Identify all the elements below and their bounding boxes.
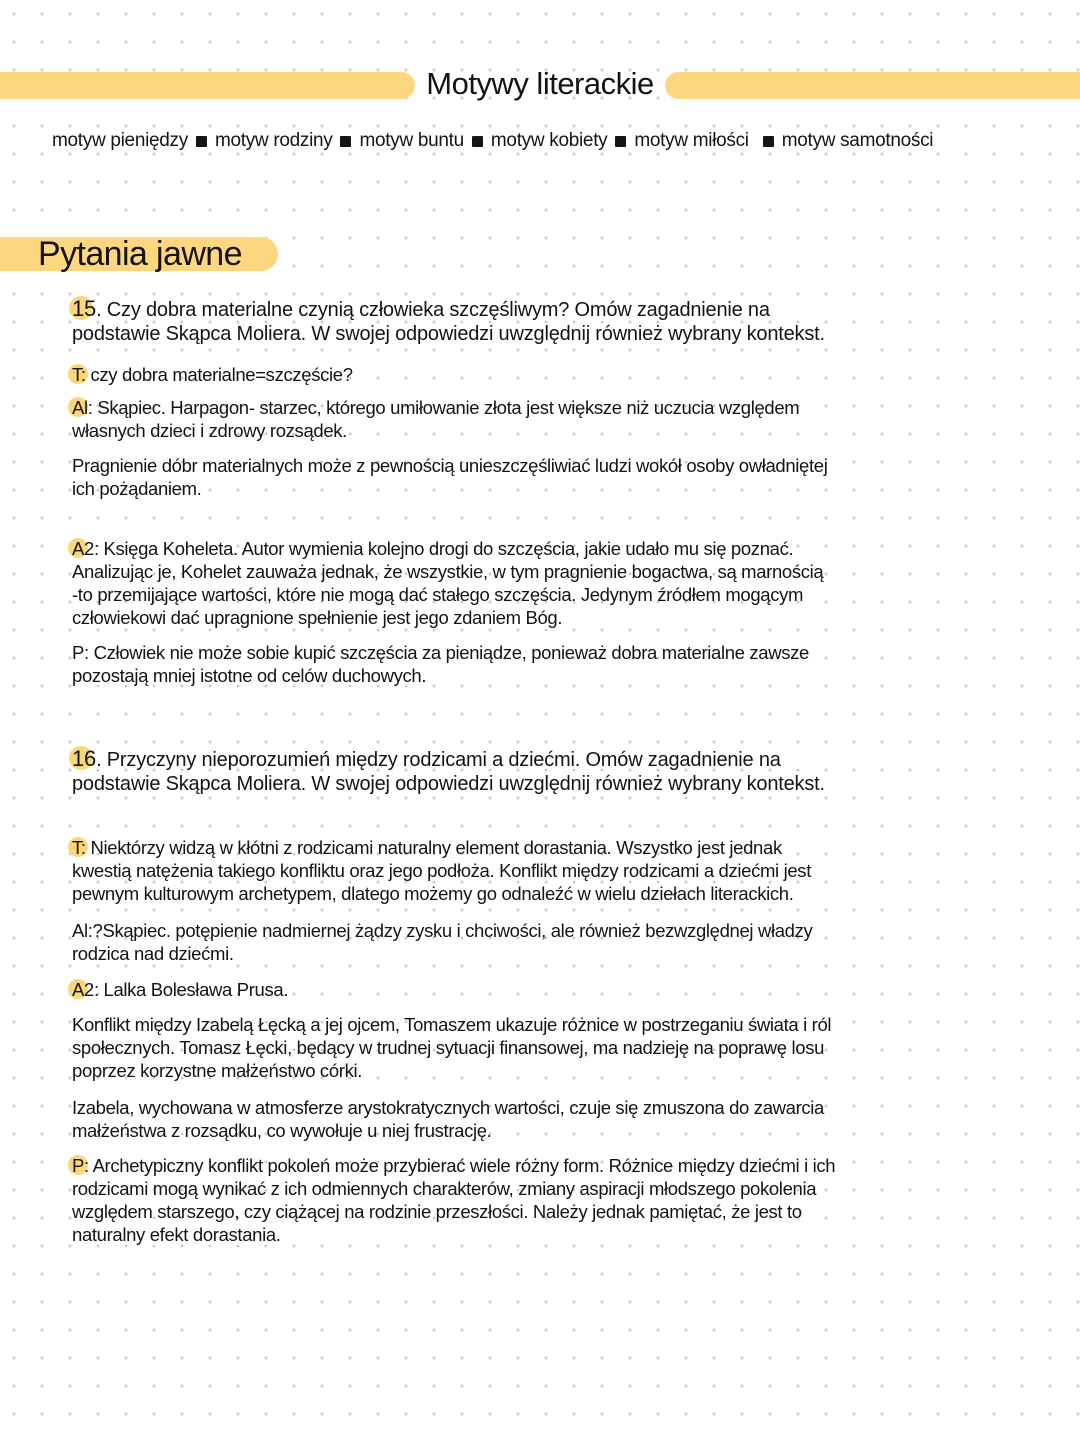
thesis-text-line: pewnym kulturowym archetypem, dlatego możemy go odnaleźć w wielu dziełach literackich. [72, 883, 794, 904]
argument-text-line: człowiekowi dać upragnione spełnienie jest jego zdaniem Bóg. [72, 607, 563, 628]
argument-text-line: -to przemijające wartości, które nie mogą dać stałego szczęścia. Jedynym źródłem mogącym [72, 584, 804, 605]
thesis-label: T: [72, 364, 86, 385]
argument-label: A2 [72, 979, 94, 1000]
square-bullet-icon [196, 136, 207, 147]
conclusion-text-line: Człowiek nie może sobie kupić szczęścia za pieniądze, ponieważ dobra materialne zawsze [93, 642, 809, 663]
argument-text-line: ich pożądaniem. [72, 478, 202, 499]
question-text-line: Czy dobra materialne czynią człowieka szczęśliwym? Omów zagadnienie na [106, 299, 770, 321]
question-15: 15. Czy dobra materialne czynią człowieka szczęśliwym? Omów zagadnienie na podstawie Skąpca Moliera. W swojej odpowiedzi uwzględnij również wybrany kontekst. [72, 297, 952, 346]
motif-item: motyw buntu [359, 130, 464, 151]
argument-text-line: własnych dzieci i zdrowy rozsądek. [72, 420, 347, 441]
title-banner-right [665, 72, 1080, 99]
thesis-text-line: Niektórzy widzą w kłótni z rodzicami naturalny element dorastania. Wszystko jest jednak [90, 837, 782, 858]
argument-label: A2 [72, 538, 94, 559]
conclusion-16 [72, 1154, 952, 1246]
question-16: 16. Przyczyny nieporozumień między rodzicami a dziećmi. Omów zagadnienie na podstawie Skąpca Moliera. W swojej odpowiedzi uwzględnij również wybrany kontekst. [72, 747, 952, 796]
thesis-text-line: kwestią natężenia takiego konfliktu oraz jego podłoża. Konflikt między rodzicami a dziećmi jest [72, 860, 811, 881]
argument-text-line: społecznych. Tomasz Łęcki, będący w trudnej sytuacji finansowej, ma nadzieję na poprawę losu [72, 1037, 825, 1058]
thesis-15 [72, 363, 952, 386]
argument-text-line: małżeństwa z rozsądku, co wywołuje u niej frustrację. [72, 1120, 492, 1141]
conclusion-text-line: naturalny efekt dorastania. [72, 1224, 281, 1245]
motif-item: motyw pieniędzy [52, 130, 188, 151]
conclusion-text-line: względem starszego, czy ciążącej na rodzinie przeszłości. Należy jednak pamiętać, że jest to [72, 1201, 802, 1222]
motif-item: motyw samotności [781, 130, 934, 151]
square-bullet-icon [472, 136, 483, 147]
argument-2-extra-1-16 [72, 1013, 952, 1082]
motif-list [52, 128, 1052, 154]
question-number: 16 [72, 746, 97, 771]
conclusion-label: P: [72, 1155, 89, 1176]
conclusion-text-line: pozostają mniej istotne od celów duchowych. [72, 665, 427, 686]
argument-text-line: poprzez korzystne małżeństwo córki. [72, 1060, 363, 1081]
page-title: Motywy literackie [426, 66, 654, 101]
argument-1-15 [72, 396, 952, 442]
question-text-line: podstawie Skąpca Moliera. W swojej odpowiedzi uwzględnij również wybrany kontekst. [72, 323, 825, 345]
square-bullet-icon [340, 136, 351, 147]
conclusion-label: P: [72, 642, 89, 663]
section-title: Pytania jawne [38, 235, 242, 273]
argument-text: : Lalka Bolesława Prusa. [93, 979, 289, 1000]
argument-text-line: Konflikt między Izabelą Łęcką a jej ojcem, Tomaszem ukazuje różnice w postrzeganiu świata i ról [72, 1014, 832, 1035]
argument-text-line: Izabela, wychowana w atmosferze arystokratycznych wartości, czuje się zmuszona do zawarcia [72, 1097, 824, 1118]
title-banner-left [0, 72, 415, 99]
motif-item: motyw kobiety [490, 130, 608, 151]
argument-text-line: Skąpiec. Harpagon- starzec, którego umiłowanie złota jest większe niż uczucia względem [97, 397, 800, 418]
argument-text-line: Al:?Skąpiec. potępienie nadmiernej żądzy zysku i chciwości, ale również bezwzględnej władzy [72, 920, 813, 941]
conclusion-text-line: rodzicami mogą wynikać z ich odmiennych charakterów, zmiany aspiracji młodszego pokolenia [72, 1178, 817, 1199]
argument-label: Al: [72, 397, 93, 418]
argument-1-extra-15 [72, 454, 952, 500]
argument-2-16 [72, 978, 952, 1001]
motif-item: motyw rodziny [214, 130, 333, 151]
thesis-text: czy dobra materialne=szczęście? [90, 364, 353, 385]
motif-item: motyw miłości [634, 130, 749, 151]
square-bullet-icon [763, 136, 774, 147]
argument-text-line: Analizując je, Kohelet zauważa jednak, że wszystkie, w tym pragnienie bogactwa, są marnością [72, 561, 824, 582]
argument-2-15 [72, 537, 952, 629]
argument-text-line: : Księga Koheleta. Autor wymienia kolejno drogi do szczęścia, jakie udało mu się poznać. [93, 538, 794, 559]
thesis-label: T: [72, 837, 86, 858]
thesis-16 [72, 836, 952, 905]
argument-text-line: Pragnienie dóbr materialnych może z pewnością unieszczęśliwiać ludzi wokół osoby owładniętej [72, 455, 828, 476]
question-number: 15 [72, 296, 97, 321]
square-bullet-icon [615, 136, 626, 147]
question-text-line: Przyczyny nieporozumień między rodzicami a dziećmi. Omów zagadnienie na [106, 749, 781, 771]
conclusion-text-line: Archetypiczny konflikt pokoleń może przybierać wiele różny form. Różnice między dziećmi i ich [92, 1155, 836, 1176]
conclusion-15 [72, 641, 952, 687]
question-text-line: podstawie Skąpca Moliera. W swojej odpowiedzi uwzględnij również wybrany kontekst. [72, 773, 825, 795]
argument-text-line: rodzica nad dziećmi. [72, 943, 234, 964]
argument-2-extra-2-16 [72, 1096, 952, 1142]
argument-1-16 [72, 919, 952, 965]
